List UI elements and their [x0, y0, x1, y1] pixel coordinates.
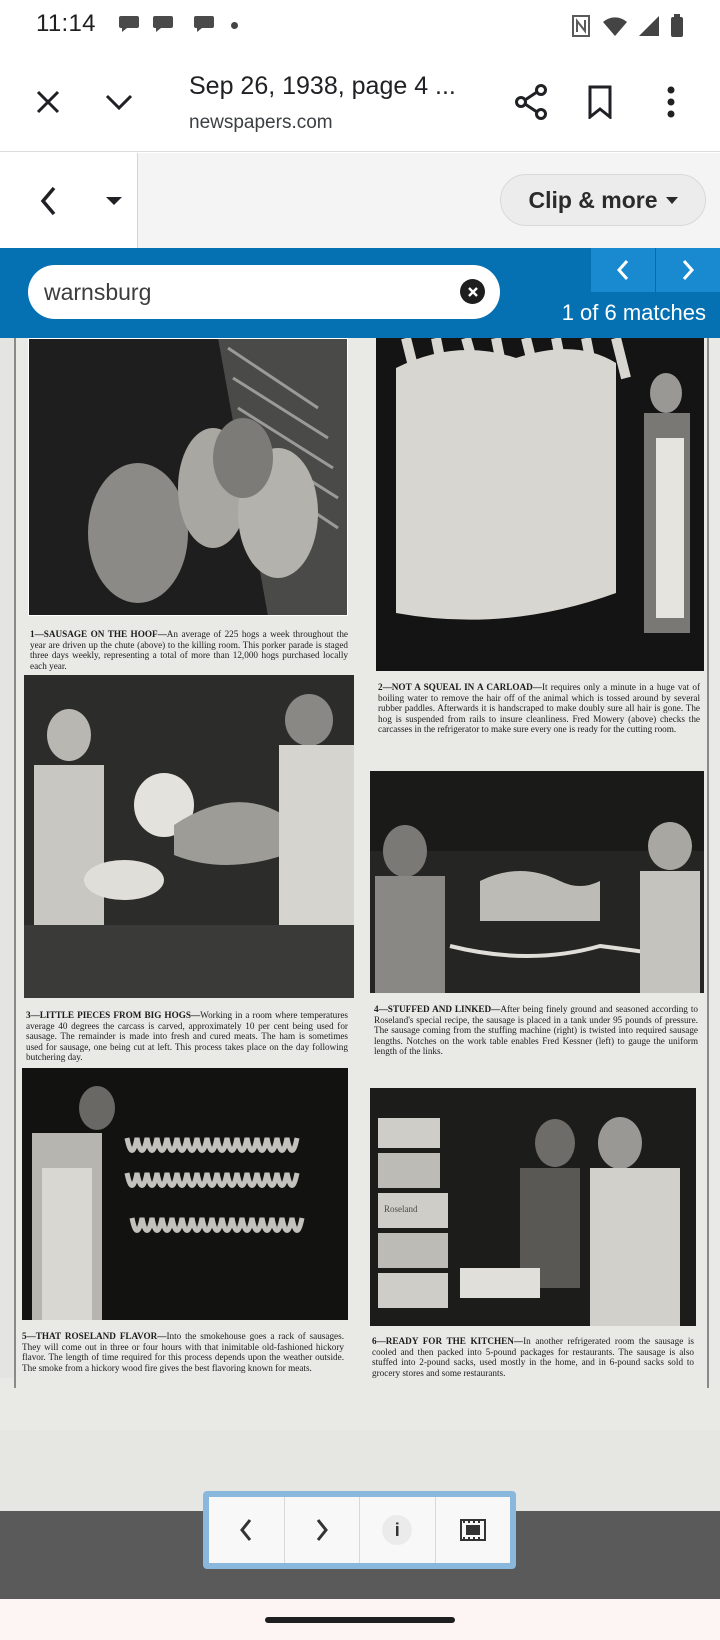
caption-1	[30, 629, 348, 671]
wifi-icon	[602, 15, 628, 37]
filmstrip-button[interactable]	[436, 1497, 511, 1563]
adjacent-column-text	[0, 338, 14, 1378]
caption-6	[372, 1336, 694, 1378]
chat-bubble-icon	[152, 14, 174, 32]
photo-illustration	[370, 1088, 696, 1326]
previous-match-button[interactable]	[591, 248, 655, 292]
match-navigation	[591, 248, 720, 292]
next-page-button[interactable]	[285, 1497, 361, 1563]
expand-toolbar-button[interactable]	[95, 78, 143, 126]
caption-5-head: 5—THAT ROSELAND FLAVOR—	[22, 1331, 167, 1341]
nfc-icon	[570, 14, 592, 38]
caption-3-body: Working in a room where temperatures average 40 degrees the carcass is carved, approximately 10 per cent being used for sausage. The remainder is made into fresh and cured meats. The ham is sometimes used for sausage, one being cut at left. This process takes place on the day following butchering day.	[26, 1010, 348, 1063]
close-tab-button[interactable]	[24, 78, 72, 126]
page-title[interactable]: Sep 26, 1938, page 4 ...	[189, 72, 456, 100]
viewer-header	[0, 153, 720, 248]
chevron-down-icon	[104, 92, 134, 112]
caret-down-icon	[666, 197, 678, 204]
system-nav-bar	[0, 1599, 720, 1640]
photo-hogs-chute	[28, 338, 348, 616]
caption-4	[374, 1004, 698, 1057]
photo-packing-room	[370, 1088, 696, 1326]
share-icon	[514, 84, 548, 120]
chevron-left-icon	[38, 185, 58, 217]
signal-icon	[638, 15, 660, 37]
browser-toolbar	[0, 52, 720, 152]
column-rule	[14, 338, 16, 1388]
caption-1-body: An average of 225 hogs a week throughout the year are driven up the chute (above) to the killing room. This porker parade is staged three days weekly, representing a total of more than 12,000 hogs purchased locally each year.	[30, 629, 348, 671]
caret-down-icon	[106, 197, 122, 205]
bookmark-button[interactable]	[576, 78, 624, 126]
box-label: Roseland	[384, 1204, 418, 1214]
page-toolbar	[203, 1491, 516, 1569]
caption-3-head: 3—LITTLE PIECES FROM BIG HOGS—	[26, 1010, 201, 1020]
caption-6-head: 6—READY FOR THE KITCHEN—	[372, 1336, 524, 1346]
status-bar	[0, 0, 720, 52]
previous-page-button[interactable]	[209, 1497, 285, 1563]
photo-illustration	[22, 1068, 348, 1320]
viewer-nav-group	[0, 153, 138, 248]
bookmark-icon	[587, 85, 613, 119]
caption-6-body: In another refrigerated room the sausage is cooled and then packed into 5-pound packages for restaurants. The sausage is also stuffed into 2-pound sacks, used mostly in the home, and in 6-pound sacks sold to grocery stores and some restaurants.	[372, 1336, 694, 1378]
search-input[interactable]	[44, 273, 444, 311]
clip-and-more-label: Clip & more	[528, 186, 658, 213]
clear-search-button[interactable]	[460, 279, 485, 304]
match-count: 1 of 6 matches	[561, 300, 706, 325]
close-icon	[467, 286, 479, 298]
caption-5	[22, 1331, 344, 1373]
photo-illustration	[376, 338, 704, 671]
status-time: 11:14	[36, 10, 96, 37]
home-gesture-bar[interactable]	[265, 1617, 455, 1623]
more-vert-icon	[667, 86, 675, 118]
share-button[interactable]	[507, 78, 555, 126]
close-icon	[34, 88, 62, 116]
page-info-button[interactable]	[360, 1497, 436, 1563]
caption-3	[26, 1010, 348, 1063]
caption-5-body: Into the smokehouse goes a rack of sausages. They will come out in three or four hours with that inimitable old-fashioned hickory flavor. The length of time required for this process depends upon the weather outside. The smoke from a hickory wood fire gives the best flavoring known for meats.	[22, 1331, 344, 1373]
caption-2-body: It requires only a minute in a huge vat of boiling water to remove the hair off of the animal which is tossed around by several rubber paddles. Afterwards it is handscraped to make doubly sure all hair is gone. The hog is suspended from rails to insure cleanliness. Fred Mowery (above) checks the carcasses in the refrigerator to make sure every one is ready for the cutting room.	[378, 682, 700, 735]
chat-bubble-icon	[193, 14, 215, 32]
photo-illustration	[24, 675, 354, 998]
chevron-right-icon	[315, 1518, 329, 1542]
page-domain: newspapers.com	[189, 112, 333, 133]
more-options-button[interactable]	[647, 78, 695, 126]
filmstrip-icon	[460, 1519, 486, 1541]
search-box[interactable]	[28, 265, 500, 319]
chat-bubble-icon	[118, 14, 140, 32]
search-bar	[0, 248, 720, 338]
caption-4-head: 4—STUFFED AND LINKED—	[374, 1004, 501, 1014]
caption-2-head: 2—NOT A SQUEAL IN A CARLOAD—	[378, 682, 542, 692]
clip-and-more-button[interactable]	[500, 174, 706, 226]
info-icon: i	[382, 1515, 412, 1545]
viewer-back-button[interactable]	[24, 177, 72, 225]
chevron-left-icon	[239, 1518, 253, 1542]
chevron-left-icon	[616, 259, 630, 281]
caption-4-body: After being finely ground and seasoned according to Roseland's special recipe, the sausage is placed in a tank under 95 pounds of pressure. The sausage coming from the stuffing machine (right) is twisted into required sausage lengths. Notches on the work table enables Fred Kessner (left) to gauge the uniform length of the links.	[374, 1004, 698, 1057]
photo-illustration	[370, 771, 704, 993]
column-rule	[707, 338, 709, 1388]
photo-illustration	[28, 338, 348, 616]
caption-2	[378, 682, 700, 735]
viewer-menu-dropdown[interactable]	[90, 177, 138, 225]
photo-stuffing-machine	[370, 771, 704, 993]
chevron-right-icon	[681, 259, 695, 281]
caption-1-head: 1—SAUSAGE ON THE HOOF—	[30, 629, 167, 639]
next-match-button[interactable]	[655, 248, 720, 292]
photo-cutting-room	[24, 675, 354, 998]
photo-smokehouse	[22, 1068, 348, 1320]
more-notifications-dot	[231, 22, 238, 29]
battery-icon	[670, 14, 684, 38]
newspaper-page-image[interactable]	[0, 338, 720, 1511]
photo-hanging-carcasses	[376, 338, 704, 671]
